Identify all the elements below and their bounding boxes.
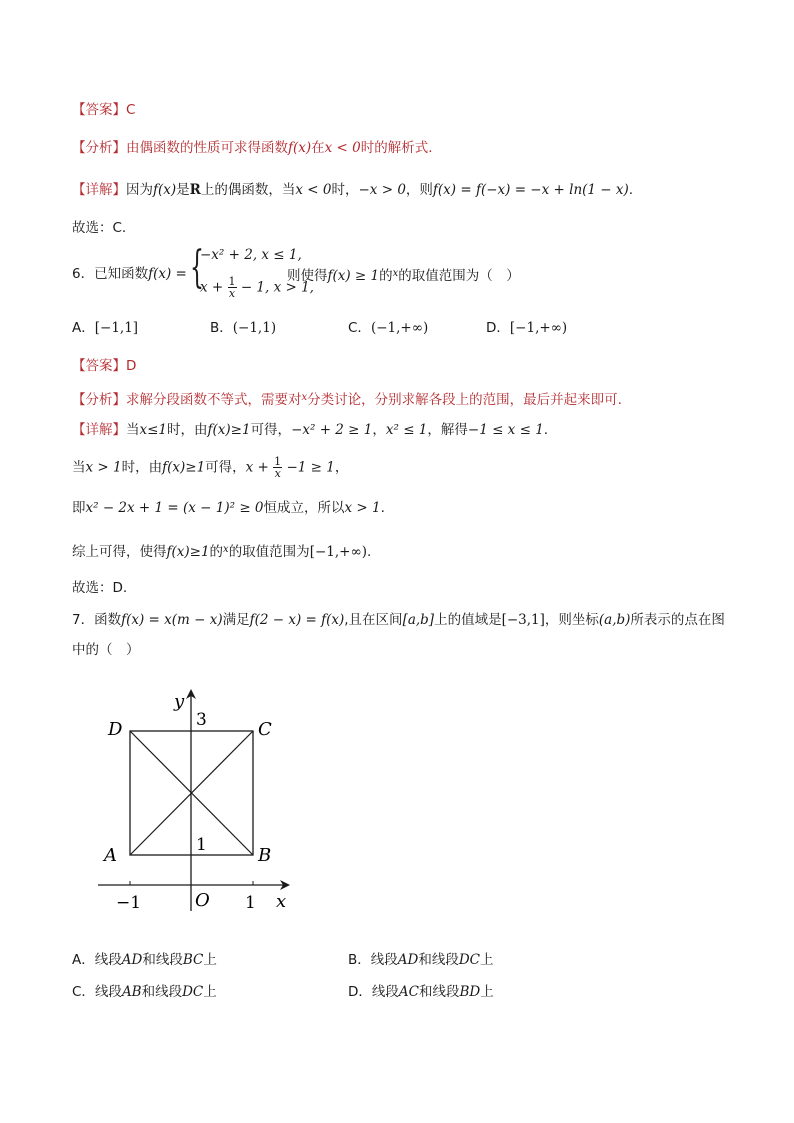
math-expr: −1 ≥ 1 [286, 459, 335, 476]
tick-label-x-neg1: −1 [116, 893, 142, 913]
math-expr: x [223, 544, 229, 555]
q5-choose-line: 故选：C. [72, 220, 127, 236]
answer-tag: 【答案】 [72, 102, 126, 118]
option-text: 线段 [370, 952, 398, 968]
math-expr: [−3,1] [501, 612, 545, 628]
option-label: B． [348, 952, 371, 968]
math-expr: x [301, 392, 308, 403]
math-expr: x < 0 [324, 140, 361, 156]
math-expr: DC [182, 984, 204, 1000]
answer-value: C [126, 102, 136, 118]
detail-text: 的取值范围为 [228, 544, 310, 560]
coordinate-figure [90, 685, 330, 925]
math-expr: f(x)≥1 [207, 422, 251, 438]
question-text: 上的值域是 [434, 612, 502, 628]
point-label-d: D [108, 719, 123, 740]
point-label-b: B [258, 845, 272, 866]
question-text: 则使得 [287, 268, 328, 284]
math-expr: x² ≤ 1 [385, 422, 428, 438]
detail-text: 即 [72, 500, 86, 516]
math-expr: f(x) = x(m − x) [121, 612, 223, 628]
q7-stem-line-1 [72, 610, 725, 630]
detail-text: 时， [331, 182, 359, 198]
option-text: 线段 [371, 984, 399, 1000]
math-expr: x [392, 268, 399, 279]
option-text: 上 [480, 952, 494, 968]
option-text: 和线段 [141, 984, 183, 1000]
detail-tag: 【详解】 [72, 182, 126, 198]
tick-label-y-1: 1 [196, 835, 207, 855]
math-expr: BC [182, 952, 204, 968]
question-text: ,且在区间 [344, 612, 403, 628]
math-expr: −x² + 2, x ≤ 1, [200, 247, 302, 263]
fraction-den: x [228, 287, 236, 300]
math-expr: f(x) ≥ 1 [327, 268, 380, 284]
q6-choose-line: 故选：D. [72, 580, 128, 596]
math-expr: f(x) = [148, 266, 187, 282]
tick-label-y-3: 3 [196, 710, 207, 730]
option-text: 上 [203, 984, 217, 1000]
fraction [273, 456, 282, 479]
detail-text: ， [334, 459, 349, 476]
detail-text: 上的偶函数，当 [200, 182, 296, 198]
option-value: [−1,1] [94, 320, 139, 336]
q6-option-d[interactable] [486, 318, 567, 338]
point-label-c: C [258, 719, 272, 740]
option-text: 上 [480, 984, 494, 1000]
piecewise-brace: { [190, 242, 204, 293]
analysis-tag: 【分析】 [72, 392, 126, 408]
analysis-text: 求解分段函数不等式，需要对 [126, 392, 302, 408]
math-expr: [a,b] [402, 612, 435, 628]
detail-text: ，则 [405, 182, 433, 198]
option-value: (−1,+∞) [370, 320, 429, 336]
detail-text: 综上可得，使得 [72, 544, 167, 560]
fraction [228, 276, 237, 299]
detail-text: ，解得 [427, 422, 468, 438]
detail-text: ， [372, 422, 386, 438]
q7-stem-line-2: 中的（ ） [72, 642, 140, 658]
detail-text: 是 [176, 182, 190, 198]
analysis-text: 时的解析式. [360, 140, 433, 156]
option-label: D． [348, 984, 372, 1000]
option-text: 和线段 [418, 952, 459, 968]
math-expr: f(x)≥1 [162, 459, 206, 476]
q6-detail-line-3 [72, 498, 385, 518]
math-expr: f(x)≥1 [166, 544, 210, 560]
q6-detail-line-2 [72, 456, 348, 479]
option-label: B． [210, 320, 233, 336]
math-expr: x > 1 [344, 500, 381, 516]
detail-tag: 【详解】 [72, 422, 126, 438]
q6-stem-prefix [72, 264, 187, 284]
detail-text: . [380, 500, 385, 516]
math-expr: AC [398, 984, 419, 1000]
question-text: 6．已知函数 [72, 266, 149, 282]
math-expr: −1 ≤ x ≤ 1 [467, 422, 544, 438]
detail-text: 恒成立，所以 [263, 500, 345, 516]
option-text: 线段 [94, 952, 122, 968]
math-expr: R [189, 182, 201, 198]
math-expr: −x > 0 [358, 182, 406, 198]
detail-text: 时，由 [121, 459, 163, 476]
fraction-num: 1 [228, 275, 236, 288]
option-text: 和线段 [142, 952, 183, 968]
question-text: 的 [379, 268, 393, 284]
math-expr: − 1, x > 1, [240, 279, 314, 296]
q6-option-a[interactable] [72, 318, 138, 338]
math-expr: x < 0 [295, 182, 332, 198]
math-expr: x≤1 [139, 422, 168, 438]
question-text: ，则坐标 [544, 612, 599, 628]
q6-analysis-line [72, 388, 622, 410]
q6-answer-line [72, 356, 136, 376]
detail-text: 时，由 [167, 422, 208, 438]
detail-text: 当 [126, 422, 140, 438]
math-expr: f(x) [153, 182, 177, 198]
math-expr: f(x) [288, 140, 312, 156]
analysis-text: 分类讨论，分别求解各段上的范围，最后并起来即可. [307, 392, 622, 408]
detail-text: 可得， [205, 459, 246, 476]
answer-tag: 【答案】 [72, 358, 126, 374]
question-text: 7．函数 [72, 612, 122, 628]
math-expr: −x² + 2 ≥ 1 [291, 422, 373, 438]
q7-option-b[interactable] [348, 950, 494, 970]
q5-detail-line [72, 180, 633, 200]
question-text: 满足 [222, 612, 250, 628]
q7-option-c[interactable] [72, 982, 217, 1002]
math-expr: AD [397, 952, 419, 968]
option-text: 和线段 [419, 984, 460, 1000]
option-text: 上 [203, 952, 217, 968]
math-expr: AD [121, 952, 143, 968]
q5-answer-line [72, 100, 135, 120]
option-label: C． [72, 984, 95, 1000]
detail-text: 因为 [126, 182, 153, 198]
question-text: 所表示的点在图 [630, 612, 725, 628]
option-value: [−1,+∞) [509, 320, 568, 336]
x-axis-label: x [276, 891, 287, 912]
detail-text: . [628, 182, 634, 198]
math-expr: BD [459, 984, 481, 1000]
detail-text: . [543, 422, 549, 438]
fraction-den: x [274, 467, 281, 480]
option-label: A． [72, 952, 95, 968]
math-expr: DC [458, 952, 480, 968]
question-text: 的取值范围为（ ） [398, 268, 520, 284]
answer-value: D [126, 358, 137, 374]
math-expr: f(x) = f(−x) = −x + ln(1 − x) [432, 182, 629, 198]
option-label: D． [486, 320, 510, 336]
q6-option-b[interactable] [210, 318, 276, 338]
math-expr: x² − 2x + 1 = (x − 1)² ≥ 0 [85, 500, 264, 516]
q6-stem-suffix [287, 264, 520, 286]
math-expr: f(2 − x) = f(x) [249, 612, 345, 628]
option-text: 线段 [94, 984, 122, 1000]
math-expr: x > 1 [85, 459, 122, 476]
math-expr: (a,b) [598, 612, 631, 628]
detail-text: 当 [72, 459, 86, 476]
detail-text: 的 [209, 544, 224, 560]
point-label-a: A [104, 845, 117, 866]
origin-label: O [195, 890, 210, 911]
piecewise-case-1 [200, 245, 302, 265]
fraction-num: 1 [274, 455, 282, 468]
q7-option-d[interactable] [348, 982, 494, 1002]
q6-detail-line-4 [72, 540, 371, 562]
math-expr: [−1,+∞) [309, 544, 367, 560]
detail-text: 可得， [250, 422, 292, 438]
math-expr: AB [121, 984, 142, 1000]
y-axis-label: y [174, 691, 185, 712]
option-label: C． [348, 320, 371, 336]
q5-analysis-line [72, 138, 433, 158]
q7-option-a[interactable] [72, 950, 217, 970]
analysis-text: 由偶函数的性质可求得函数 [126, 140, 288, 156]
q6-detail-line-1 [72, 420, 548, 440]
analysis-text: 在 [311, 140, 325, 156]
q6-option-c[interactable] [348, 318, 428, 338]
math-expr: x + [245, 459, 269, 476]
option-label: A． [72, 320, 95, 336]
tick-label-x-1: 1 [245, 893, 256, 913]
detail-text: . [366, 544, 372, 560]
analysis-tag: 【分析】 [72, 140, 126, 156]
option-value: (−1,1) [232, 320, 277, 336]
math-expr: x + [200, 279, 224, 296]
